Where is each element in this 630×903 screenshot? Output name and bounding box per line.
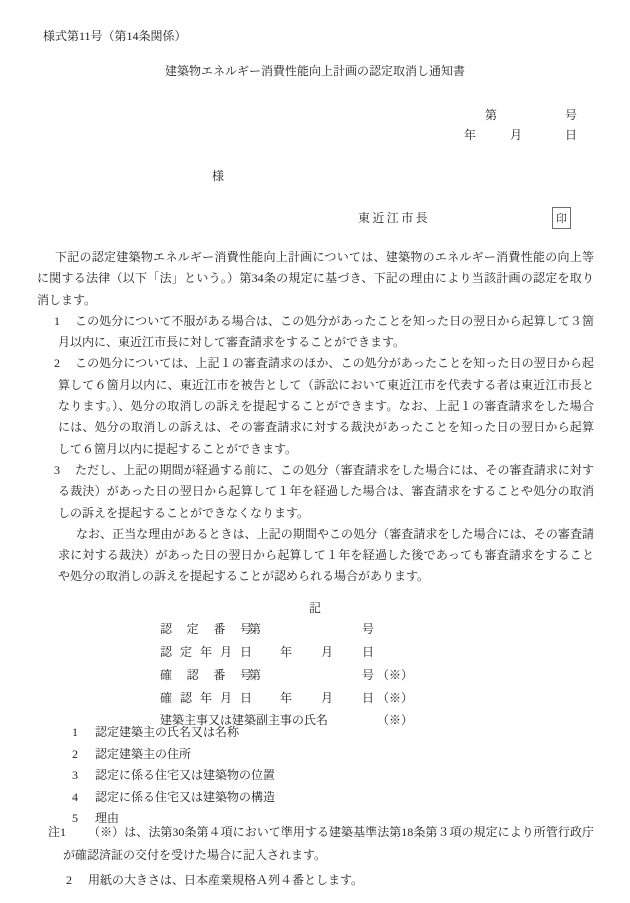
record-item-list — [72, 722, 275, 830]
record-row-confirmation-date — [0, 691, 630, 714]
number-prefix: 第 — [249, 622, 262, 636]
list-item-number: 2 — [72, 746, 78, 761]
footnote-text: （※）は、法第30条第４項において準用する建築基準法第18条第３項の規定により所管行政庁が確認済証の交付を受けた場合に記入されます。 — [63, 825, 594, 862]
record-row-certification-number — [0, 622, 630, 645]
asterisk-mark: （※） — [377, 691, 414, 705]
month-label: 月 — [321, 645, 334, 659]
day-label: 日 — [362, 645, 375, 659]
year-label: 年 — [280, 645, 293, 659]
record-row-certification-date — [0, 645, 630, 668]
year-label: 年 — [280, 691, 293, 705]
list-item — [72, 722, 275, 744]
record-label: 建築主事又は建築副主事の氏名 — [160, 713, 329, 727]
list-item — [72, 765, 275, 787]
asterisk-mark: （※） — [377, 713, 414, 727]
list-item-number: 1 — [72, 725, 78, 739]
footnotes — [0, 821, 594, 892]
day-label: 日 — [362, 691, 375, 705]
number-prefix: 第 — [249, 668, 262, 682]
footnote-marker: 注1 — [48, 825, 67, 839]
record-label: 認定番号 — [160, 622, 252, 636]
record-label: 確認番号 — [160, 668, 252, 682]
list-item-text: 認定に係る住宅又は建築物の構造 — [95, 789, 276, 804]
record-row-confirmation-number — [0, 668, 630, 691]
list-item-text: 理由 — [95, 811, 120, 825]
month-label: 月 — [321, 691, 334, 705]
list-item-number: 5 — [72, 811, 78, 825]
item-text: この処分については、上記１の審査請求のほか、この処分があったことを知った日の翌日から起算して６箇月以内に、東近江市を被告として（訴訟において東近江市を代表する者は東近江市長となります。）、処分の取消しの訴えを提起することができます。なお、上記１の審査請求をした場合には、処分の取消しの訴えは、その審査請求に対する裁決があったことを知った日の翌日から起算して６箇月以内に提起することができます。 — [58, 356, 594, 456]
item-text: この処分について不服がある場合は、この処分があったことを知った日の翌日から起算して３箇月以内に、東近江市長に対して審査請求をすることができます。 — [58, 313, 594, 350]
record-label: 認定年月日 — [160, 645, 252, 659]
seal-stamp-label: 印 — [556, 213, 567, 225]
issuer-name: 東近江市長 — [358, 211, 431, 225]
list-item — [72, 744, 275, 766]
record-heading: 記 — [308, 601, 321, 615]
record-label: 確認年月日 — [160, 691, 252, 705]
legal-item-3 — [37, 460, 594, 588]
list-item-text: 認定に係る住宅又は建築物の位置 — [95, 768, 276, 782]
intro-paragraph: 下記の認定建築物エネルギー消費性能向上計画については、建築物のエネルギー消費性能の向上等に関する法律（以下「法」という。）第34条の規定に基づき、下記の理由により当該計画の認定を取り消します。 — [37, 250, 594, 307]
item-number: 1 — [54, 313, 60, 328]
doc-number-suffix: 号 — [565, 108, 578, 122]
page-title: 建築物エネルギー消費性能向上計画の認定取消し通知書 — [164, 64, 465, 78]
footnote-text: 用紙の大きさは、日本産業規格Ａ列４番とします。 — [88, 873, 364, 887]
date-day-label: 日 — [565, 128, 578, 142]
number-suffix: 号 — [362, 622, 375, 636]
item-number: 2 — [54, 356, 60, 371]
legal-item-2 — [37, 353, 594, 459]
seal-box — [552, 207, 571, 229]
date-year-label: 年 — [464, 128, 477, 142]
asterisk-mark: （※） — [377, 668, 414, 682]
date-month-label: 月 — [510, 128, 523, 142]
number-suffix: 号 — [362, 668, 375, 682]
list-item-text: 認定建築主の住所 — [95, 746, 192, 761]
list-item-text: 認定建築主の氏名又は名称 — [95, 725, 240, 739]
footnote-1 — [48, 821, 594, 867]
document-body — [37, 247, 594, 588]
list-item-number: 4 — [72, 789, 78, 804]
footnote-2 — [66, 869, 594, 892]
doc-number-prefix: 第 — [485, 108, 498, 122]
item-text: ただし、上記の期間が経過する前に、この処分（審査請求をした場合には、その審査請求に対する裁決）があった日の翌日から起算して１年を経過した場合は、審査請求をすることや処分の取消しの訴えを提起することができなくなります。 — [58, 462, 594, 520]
form-note: 様式第11号（第14条関係） — [43, 29, 187, 43]
legal-item-1 — [37, 311, 594, 354]
list-item — [72, 787, 275, 809]
list-item-number: 3 — [72, 768, 78, 782]
footnote-marker: 2 — [66, 873, 72, 887]
item-number: 3 — [54, 462, 60, 477]
item-subtext: なお、正当な理由があるときは、上記の期間やこの処分（審査請求をした場合には、その審査請求に対する裁決）があった日の翌日から起算して１年を経過した後であっても審査請求をすることや処分の取消しの訴えを提起することが認められる場合があります。 — [58, 526, 594, 584]
addressee-suffix: 様 — [212, 169, 225, 183]
